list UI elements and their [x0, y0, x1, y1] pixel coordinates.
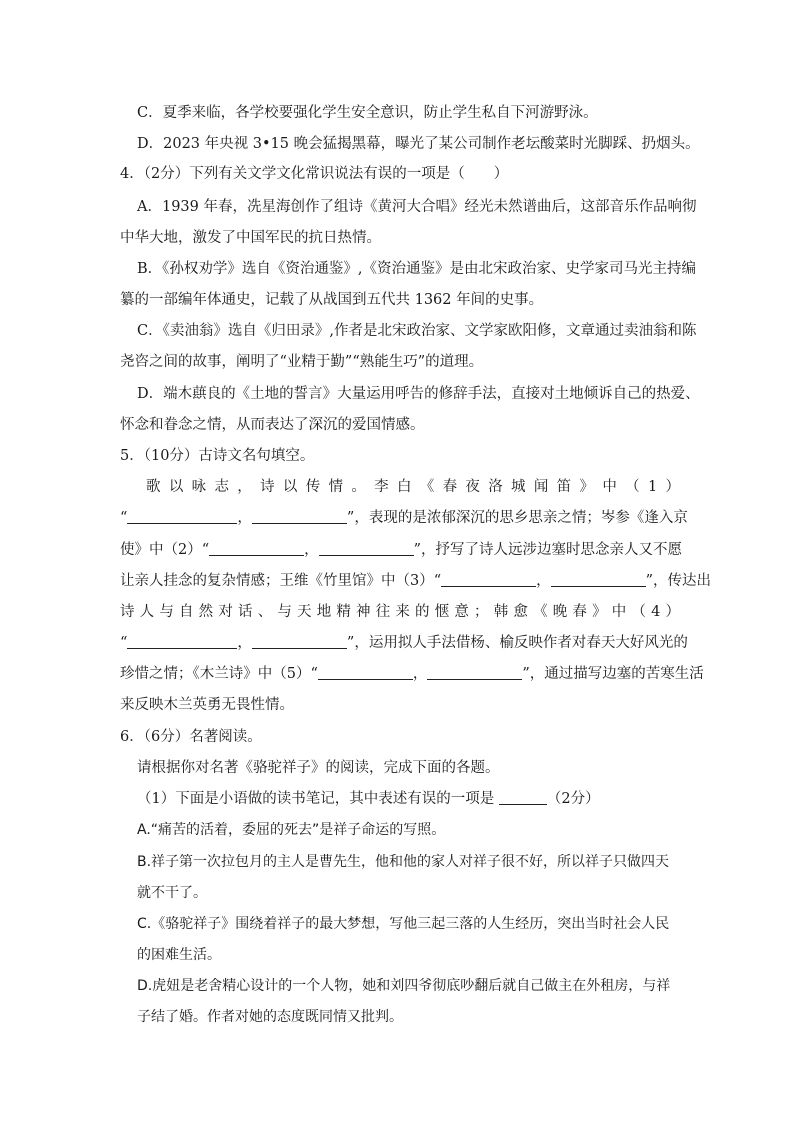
q6-sub1-stem: （1）下面是小语做的读书笔记，其中表述有误的一项是 （2分） [137, 791, 600, 807]
q5-text-line2: “ ， ”，表现的是浓郁深沉的思乡思亲之情；岑参《逢入京 [120, 510, 688, 526]
q4-option-a-line2: 中华大地，激发了中国军民的抗日热情。 [120, 230, 381, 246]
q4-option-c-line2: 尧咨之间的故事，阐明了“业精于勤”“熟能生巧”的道理。 [120, 354, 484, 370]
q4-stem: 4．（2分）下列有关文学文化常识说法有误的一项是（ ） [120, 166, 509, 182]
q5-text-line7: 珍惜之情；《木兰诗》中（5）“ ， ”，通过描写边塞的苦寒生活 [120, 666, 704, 682]
blank-1a[interactable] [127, 508, 237, 524]
q4-option-b-line1: B．《孙权劝学》选自《资治通鉴》,《资治通鉴》是由北宋政治家、史学家司马光主持编 [137, 261, 697, 277]
blank-1b[interactable] [252, 508, 347, 524]
q5-text-line1: 歌以咏志，诗以传情。李白《春夜洛城闻笛》中（1） [146, 479, 680, 495]
q4-option-a-line1: A．1939 年春，冼星海创作了组诗《黄河大合唱》经光未然谱曲后，这部音乐作品响彻 [137, 199, 697, 215]
q6-stem: 6．（6分）名著阅读。 [120, 729, 262, 745]
blank-4a[interactable] [127, 633, 237, 649]
q6-option-d-line2: 子结了婚。作者对她的态度既同情又批判。 [137, 1009, 403, 1025]
q3-option-c: C．夏季来临，各学校要强化学生安全意识，防止学生私自下河游野泳。 [137, 105, 598, 121]
blank-2a[interactable] [209, 540, 304, 556]
q6-instruction: 请根据你对名著《骆驼祥子》的阅读，完成下面的各题。 [137, 760, 500, 776]
blank-3a[interactable] [441, 571, 536, 587]
q5-stem: 5．（10分）古诗文名句填空。 [120, 448, 315, 464]
q4-option-c-line1: C．《卖油翁》选自《归田录》,作者是北宋政治家、文学家欧阳修，文章通过卖油翁和陈 [137, 323, 697, 339]
blank-2b[interactable] [319, 540, 414, 556]
blank-3b[interactable] [551, 571, 646, 587]
blank-4b[interactable] [252, 633, 347, 649]
q6-option-c-line2: 的困难生活。 [137, 947, 221, 963]
q5-text-line4: 让亲人挂念的复杂情感；王维《竹里馆》中（3）“ ， ”，传达出 [120, 573, 712, 589]
q6-option-b-line2: 就不干了。 [137, 885, 207, 901]
q5-text-line8: 来反映木兰英勇无畏性情。 [120, 697, 294, 713]
q4-option-b-line2: 纂的一部编年体通史，记载了从战国到五代共 1362 年间的史事。 [120, 292, 544, 308]
q3-option-d: D．2023 年央视 3•15 晚会猛揭黑幕，曝光了某公司制作老坛酸菜时光脚踩、扔烟头。 [137, 136, 700, 152]
q4-option-d-line2: 怀念和眷念之情，从而表达了深沉的爱国情感。 [120, 417, 425, 433]
answer-blank[interactable] [499, 789, 547, 805]
blank-5b[interactable] [427, 664, 522, 680]
q6-option-b-line1: B.祥子第一次拉包月的主人是曹先生，他和他的家人对祥子很不好，所以祥子只做四天 [137, 854, 670, 870]
q5-text-line3: 使》中（2）“ ， ”，抒写了诗人远涉边塞时思念亲人又不愿 [120, 542, 683, 558]
q6-option-c-line1: C.《骆驼祥子》围绕着祥子的最大梦想，写他三起三落的人生经历，突出当时社会人民 [137, 916, 670, 932]
blank-5a[interactable] [318, 664, 413, 680]
q6-option-d-line1: D.虎妞是老舍精心设计的一个人物，她和刘四爷彻底吵翻后就自己做主在外租房，与祥 [137, 978, 671, 994]
q5-text-line5: 诗人与自然对话、与天地精神往来的惬意；韩愈《晚春》中（4） [120, 604, 680, 620]
q4-option-d-line1: D．端木蕻良的《土地的誓言》大量运用呼告的修辞手法，直接对土地倾诉自己的热爱、 [137, 386, 700, 402]
q6-option-a: A.“痛苦的活着，委屈的死去”是祥子命运的写照。 [137, 822, 446, 838]
q5-text-line6: “ ， ”，运用拟人手法借杨、榆反映作者对春天大好风光的 [120, 635, 688, 651]
